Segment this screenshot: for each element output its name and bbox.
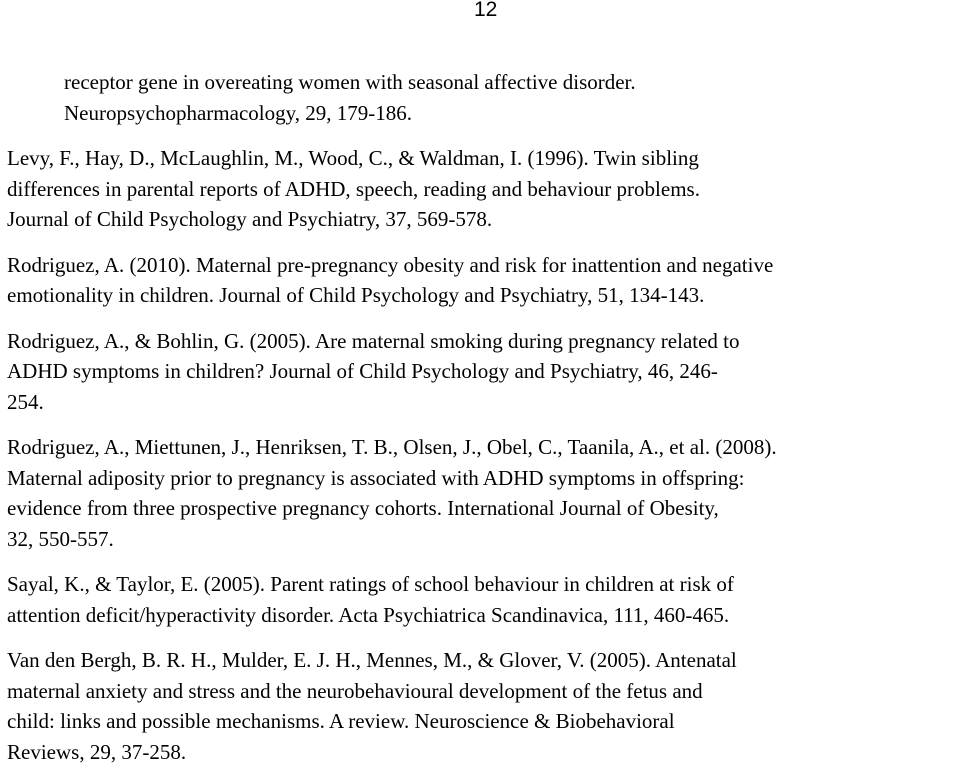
reference-line: Journal of Child Psychology and Psychiatry, 37, 569-578. xyxy=(7,207,493,231)
reference-line: Rodriguez, A., Miettunen, J., Henriksen, T. B., Olsen, J., Obel, C., Taanila, A., et al. (2008). xyxy=(7,435,777,459)
reference-entry-rodriguez-2008 xyxy=(0,432,960,554)
reference-line: Neuropsychopharmacology, 29, 179-186. xyxy=(64,100,412,125)
reference-line: Van den Bergh, B. R. H., Mulder, E. J. H., Mennes, M., & Glover, V. (2005). Antenatal xyxy=(7,648,737,672)
reference-line: 32, 550-557. xyxy=(7,526,114,551)
reference-line: 254. xyxy=(7,389,44,414)
reference-line: evidence from three prospective pregnancy cohorts. International Journal of Obesity, xyxy=(7,496,719,520)
reference-line: Levy, F., Hay, D., McLaughlin, M., Wood, C., & Waldman, I. (1996). Twin sibling xyxy=(7,146,699,170)
reference-line: maternal anxiety and stress and the neurobehavioural development of the fetus and xyxy=(7,678,703,703)
reference-line: receptor gene in overeating women with seasonal affective disorder. xyxy=(64,70,636,94)
reference-line: child: links and possible mechanisms. A review. Neuroscience & Biobehavioral xyxy=(7,709,675,733)
reference-line: Rodriguez, A., & Bohlin, G. (2005). Are maternal smoking during pregnancy related to xyxy=(7,328,740,353)
reference-line: Rodriguez, A. (2010). Maternal pre-pregnancy obesity and risk for inattention and negative xyxy=(7,252,774,277)
reference-entry-levy xyxy=(0,143,960,235)
reference-line: Reviews, 29, 37-258. xyxy=(7,739,187,764)
reference-entry-continued xyxy=(0,67,960,128)
reference-line: differences in parental reports of ADHD, speech, reading and behaviour problems. xyxy=(7,176,700,201)
reference-line: ADHD symptoms in children? Journal of Child Psychology and Psychiatry, 46, 246- xyxy=(7,359,718,383)
reference-line: Sayal, K., & Taylor, E. (2005). Parent ratings of school behaviour in children at risk of xyxy=(7,572,734,596)
reference-entry-sayal-taylor-2005 xyxy=(0,569,960,630)
reference-entry-rodriguez-2010 xyxy=(0,250,960,311)
reference-entry-rodriguez-bohlin-2005 xyxy=(0,326,960,418)
page-number: 12 xyxy=(474,0,498,21)
reference-line: attention deficit/hyperactivity disorder. Acta Psychiatrica Scandinavica, 111, 460-465. xyxy=(7,602,730,627)
reference-line: Maternal adiposity prior to pregnancy is associated with ADHD symptoms in offspring: xyxy=(7,465,745,490)
reference-entry-van-den-bergh-2005 xyxy=(0,645,960,767)
reference-list xyxy=(0,67,960,782)
reference-line: emotionality in children. Journal of Child Psychology and Psychiatry, 51, 134-143. xyxy=(7,283,705,307)
